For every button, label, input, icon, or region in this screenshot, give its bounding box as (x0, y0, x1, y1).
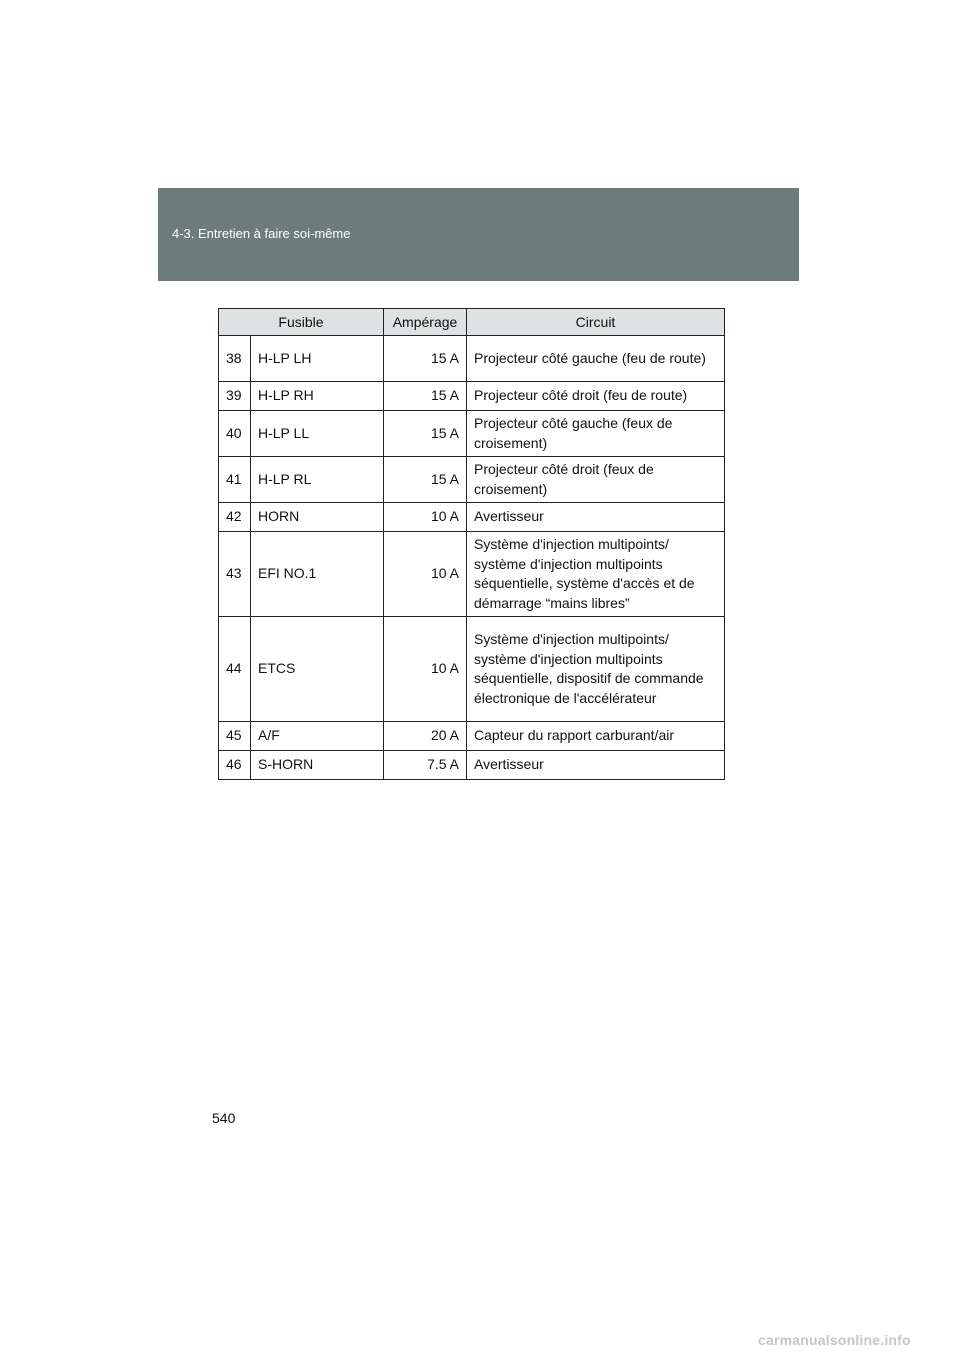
fuse-name: A/F (251, 722, 384, 751)
fuse-name: EFI NO.1 (251, 532, 384, 617)
section-title: 4-3. Entretien à faire soi-même (172, 226, 351, 241)
fuse-amperage: 15 A (384, 382, 467, 411)
fuse-circuit: Système d'injection multipoints/ système d'injection multipoints séquentielle, dispositif de commande électronique de l'accélérateur (467, 617, 725, 722)
fuse-name: HORN (251, 503, 384, 532)
fuse-amperage: 15 A (384, 411, 467, 457)
fuse-amperage: 15 A (384, 336, 467, 382)
column-header-circuit: Circuit (467, 309, 725, 336)
table-header-row (219, 309, 725, 336)
table-row (219, 751, 725, 780)
fuse-circuit: Projecteur côté droit (feux de croisement) (467, 457, 725, 503)
fuse-circuit: Avertisseur (467, 503, 725, 532)
fuse-amperage: 10 A (384, 617, 467, 722)
fuse-circuit: Avertisseur (467, 751, 725, 780)
table-row (219, 336, 725, 382)
fuse-name: H-LP LH (251, 336, 384, 382)
fuse-name: ETCS (251, 617, 384, 722)
table-row (219, 503, 725, 532)
fuse-amperage: 15 A (384, 457, 467, 503)
fuse-circuit: Projecteur côté droit (feu de route) (467, 382, 725, 411)
fuse-circuit: Projecteur côté gauche (feux de croisement) (467, 411, 725, 457)
fuse-name: H-LP LL (251, 411, 384, 457)
fuse-circuit: Système d'injection multipoints/ système d'injection multipoints séquentielle, système d'accès et de démarrage “mains libres” (467, 532, 725, 617)
fuse-table (218, 308, 725, 780)
fuse-amperage: 10 A (384, 532, 467, 617)
fuse-name: H-LP RL (251, 457, 384, 503)
fuse-number: 46 (219, 751, 251, 780)
table-row (219, 411, 725, 457)
fuse-number: 43 (219, 532, 251, 617)
table-row (219, 532, 725, 617)
fuse-number: 44 (219, 617, 251, 722)
section-header-band (158, 188, 799, 281)
fuse-name: H-LP RH (251, 382, 384, 411)
fuse-number: 42 (219, 503, 251, 532)
column-header-fuse: Fusible (219, 309, 384, 336)
fuse-name: S-HORN (251, 751, 384, 780)
fuse-amperage: 7.5 A (384, 751, 467, 780)
table-row (219, 457, 725, 503)
page-number: 540 (212, 1110, 236, 1126)
fuse-circuit: Capteur du rapport carburant/air (467, 722, 725, 751)
fuse-number: 41 (219, 457, 251, 503)
fuse-number: 40 (219, 411, 251, 457)
table-row (219, 382, 725, 411)
fuse-number: 38 (219, 336, 251, 382)
fuse-number: 45 (219, 722, 251, 751)
fuse-amperage: 10 A (384, 503, 467, 532)
table-row (219, 722, 725, 751)
fuse-amperage: 20 A (384, 722, 467, 751)
table-row (219, 617, 725, 722)
watermark-logo: carmanualsonline.info (758, 1332, 911, 1348)
fuse-number: 39 (219, 382, 251, 411)
fuse-circuit: Projecteur côté gauche (feu de route) (467, 336, 725, 382)
column-header-amperage: Ampérage (384, 309, 467, 336)
